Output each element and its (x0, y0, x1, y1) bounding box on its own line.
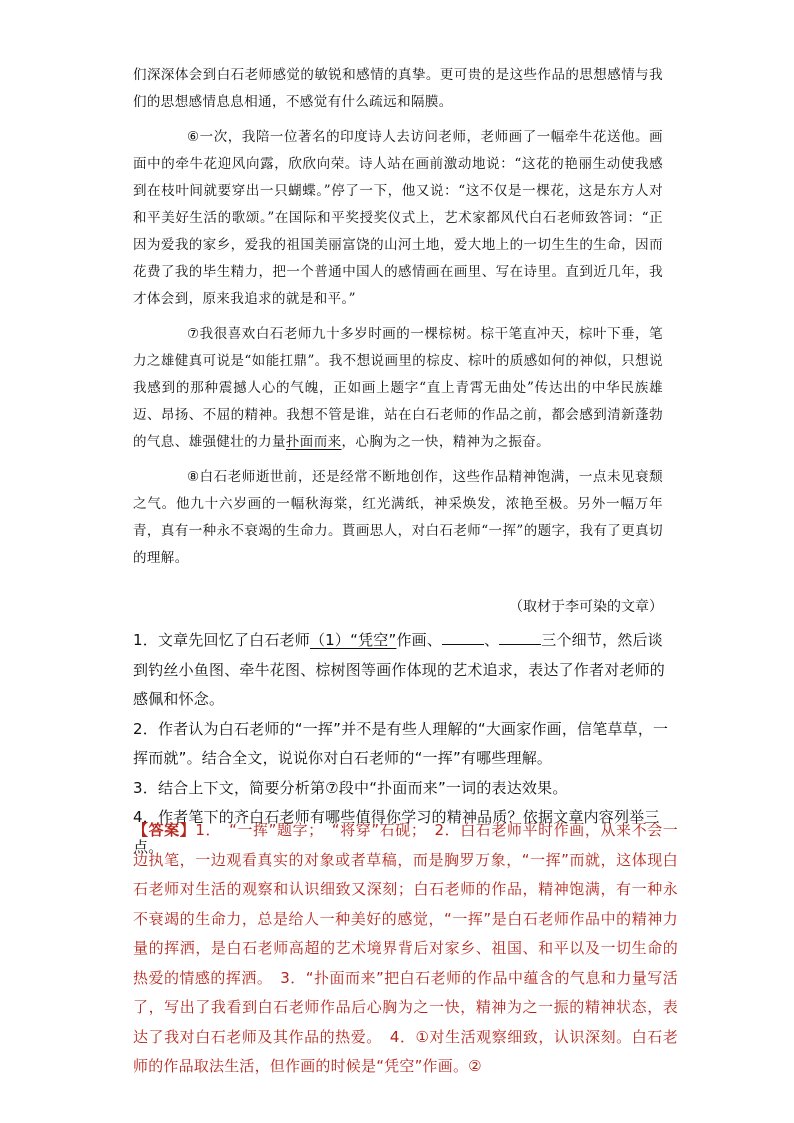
paragraph-line: 们深深体会到白石老师感觉的敏锐和感情的真挚。更可贵的是这些作品的思想感情与我 (133, 67, 663, 83)
paragraph-text: 一次，我陪一位著名的印度诗人去访问老师，老师画了一幅牵牛花送他。画面中的牵牛花迎风向露，欣欣向荣。诗人站在画前激动地说：“这花的艳丽生动使我感到在枝叶间就要穿出一只蝴蝶。”停了一下，他又说：“这不仅是一棵花，这是东方人对和平美好生活的歌颂。”在国际和平奖授奖仪式上，艺术家都风代白石老师致答词：“正因为爱我的家乡，爱我的祖国美丽富饶的山河土地，爱大地上的一切生生的生命，因而花费了我的毕生精力，把一个普通中国人的感情画在画里、写在诗里。直到近几年，我才体会到，原来我追求的就是和平。” (133, 129, 663, 307)
question-3: 3．结合上下文，简要分析第⑦段中“扑面而来”一词的表达效果。 (133, 778, 568, 797)
reading-passage (133, 62, 663, 580)
paragraph-number: ⑧ (187, 469, 200, 485)
paragraph-5-end (133, 62, 663, 116)
question-4: 4．作者笔下的齐白石老师有哪些值得你学习的精神品质？依据文章内容列举三点。 (133, 808, 660, 856)
question-text: 三个细节，然后谈到钓丝小鱼图、牵牛花图、棕树图等画作体现的艺术追求，表达了作者对老师的感佩和怀念。 (133, 631, 666, 708)
answer-section (133, 816, 678, 1082)
question-text: 作画、 (396, 631, 443, 649)
paragraph-7 (133, 321, 663, 456)
paragraph-text: ，心胸为之一快，精神为之振奋。 (341, 434, 551, 450)
answer-blank[interactable] (499, 628, 541, 645)
source-citation: （取材于李可染的文章） (509, 599, 663, 615)
paragraph-8 (133, 464, 663, 572)
question-text: 、 (484, 631, 500, 649)
paragraph-text: 白石老师逝世前，还是经常不断地创作，这些作品精神饱满，一点未见衰颓之气。他九十六岁画的一幅秋海棠，红光满纸，神采焕发，浓艳至极。另外一幅万年青，真有一种永不衰竭的生命力。貰画思人，对白石老师“一挥”的题字，我有了更真切的理解。 (133, 469, 663, 566)
paragraph-number: ⑥ (187, 129, 200, 145)
answer-text: 1． “一挥”题字； “将穿”石砚； 2．白石老师平时作画，从来不会一边执笔，一边观看真实的对象或者草稿，而是胸罗万象，“一挥”而就，这体现白石老师对生活的观察和认识细致又深刻；白石老师的作品，精神饱满，有一种永不衰竭的生命力，总是给人一种美好的感觉，“一挥”是白石老师作品中的精神力量的挥洒，是白石老师高超的艺术境界背后对家乡、祖国、和平以及一切生命的热爱的情感的挥洒。 3．“扑面而来”把白石老师的作品中蕴含的气息和力量写活了，写出了我看到白石老师作品后心胸为之一快，精神为之一振的精神状态，表达了我对白石老师及其作品的热爱。 4．①对生活观察细致，认识深刻。白石老师的作品取法生活，但作画的时候是“凭空”作画。② (133, 821, 678, 1075)
answer-blank[interactable] (442, 628, 484, 645)
underlined-answer: （1）“凭空” (309, 631, 397, 649)
paragraph-line: 们的思想感情息息相通，不感觉有什么疏远和隔膜。 (133, 94, 453, 110)
paragraph-text: 我很喜欢白石老师九十多岁时画的一棵棕树。棕干笔直冲天，棕叶下垂，笔力之雄健真可说是“如能扛鼎”。我不想说画里的棕皮、棕叶的质感如何的神似，只想说我感到的那种震撼人心的气魄，正如画上题字“直上青霄无曲处”传达出的中华民族雄迈、昂扬、不屈的精神。我想不管是谁，站在白石老师的作品之前，都会感到清新蓬勃的气息、雄强健壮的力量 (133, 326, 663, 450)
paragraph-number: ⑦ (187, 326, 200, 342)
question-1 (133, 626, 673, 715)
question-2: 2．作者认为白石老师的“一挥”并不是有些人理解的“大画家作画，信笔草草，一挥而就”。结合全文，说说你对白石老师的“一挥”有哪些理解。 (133, 719, 669, 767)
answer-tag: 【答案】 (133, 821, 196, 839)
underlined-phrase: 扑面而来 (285, 434, 342, 450)
question-text: 1．文章先回忆了白石老师 (133, 631, 310, 649)
paragraph-6 (133, 124, 663, 313)
